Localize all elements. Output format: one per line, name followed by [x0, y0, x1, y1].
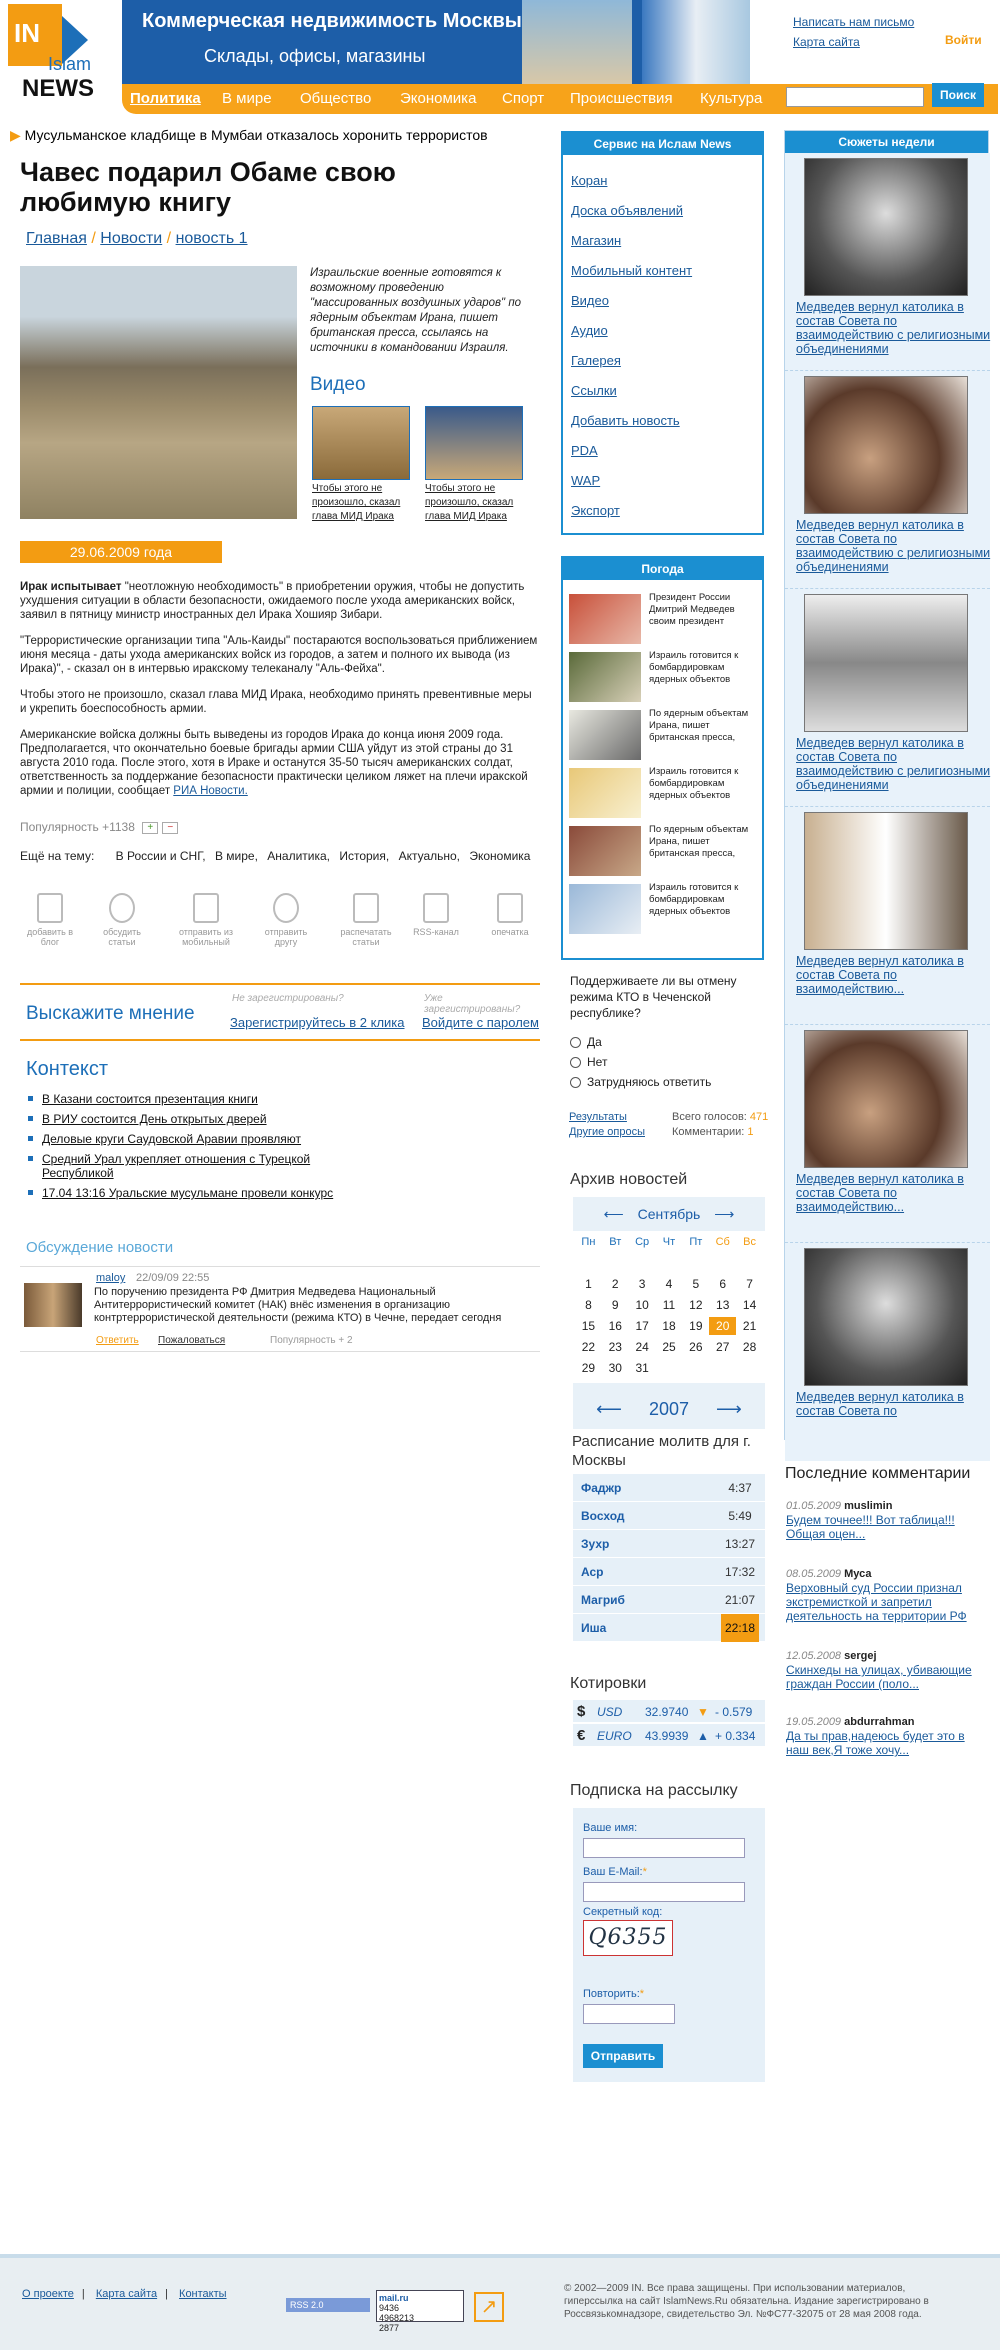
service-link[interactable]: Ссылки — [571, 383, 617, 398]
service-link[interactable]: WAP — [571, 473, 601, 488]
story-item[interactable]: Медведев вернул католика в состав Совета по взаимодействию с религиозными объединениями — [785, 153, 990, 371]
context-list — [28, 1092, 348, 1206]
about-link[interactable]: О проекте — [22, 2288, 74, 2300]
breadcrumb-news[interactable]: Новости — [100, 230, 163, 247]
email-field[interactable] — [583, 1882, 745, 1902]
calendar-day[interactable]: 6 — [719, 1277, 727, 1291]
poll-option-unsure[interactable]: Затрудняюсь ответить — [570, 1075, 711, 1089]
subscribe-button[interactable]: Отправить — [583, 2044, 663, 2068]
quotes-heading: Котировки — [570, 1675, 647, 1692]
poll-stats: Всего голосов: 471 Комментарии: 1 — [672, 1111, 769, 1138]
calendar-day[interactable]: 24 — [635, 1340, 649, 1354]
calendar-day[interactable]: 17 — [635, 1319, 649, 1333]
calendar-day[interactable]: 11 — [662, 1298, 676, 1312]
last-comment: 19.05.2009 abdurrahman Да ты прав,надеюсь будет это в наш век,Я тоже хочу... — [786, 1716, 986, 1757]
calendar-day[interactable]: 9 — [611, 1298, 619, 1312]
discuss-button[interactable]: обсудить статьи — [92, 893, 152, 947]
calendar-day-header: Вт — [609, 1236, 622, 1248]
site-logo[interactable] — [8, 4, 108, 100]
contacts-link[interactable]: Контакты — [179, 2288, 227, 2300]
prev-month-arrow-icon[interactable]: ⟵ — [603, 1206, 624, 1222]
logo-news: NEWS — [22, 75, 94, 100]
dollar-icon: $ — [577, 1703, 586, 1720]
video-caption[interactable]: Чтобы этого не произошло, сказал глава МИД Ирака — [425, 483, 514, 522]
nav-item-politics[interactable]: Политика — [130, 90, 201, 107]
calendar-day[interactable]: 10 — [635, 1298, 649, 1312]
comment-text: По поручению президента РФ Дмитрия Медведева Национальный Антитеррористический комитет (НАК) внёс изменения в организацию контртеррористической деятельности (режима КТО) в Чечне, передает сегодня — [94, 1286, 502, 1324]
calendar-day[interactable]: 14 — [742, 1298, 757, 1312]
context-item[interactable]: 17.04 13:16 Уральские мусульмане провели конкурс — [28, 1186, 348, 1200]
typo-button[interactable]: опечатка — [480, 893, 540, 937]
calendar-day[interactable]: 25 — [662, 1340, 676, 1354]
article-paragraph: Ирак испытывает "неотложную необходимость" в приобретении оружия, чтобы не допустить ухудшения ситуации в области безопасности, ожидаемого после ухода американских войск, заявил в пятницу министр иностранных дел Ирака Хошияр Зибари. — [20, 581, 525, 621]
rss-button[interactable]: RSS-канал — [406, 893, 466, 937]
counter-badge[interactable] — [376, 2290, 464, 2333]
calendar-day[interactable]: 26 — [689, 1340, 703, 1354]
calendar-grid — [573, 1231, 765, 1383]
calendar-day-header: Вс — [743, 1236, 756, 1248]
article-paragraph: Чтобы этого не произошло, сказал глава МИД Ирака, необходимо принять превентивные меры и укрепить боеспособность армии. — [20, 689, 532, 715]
calendar-day[interactable]: 4 — [665, 1277, 673, 1291]
last-comment-link[interactable]: Скинхеды на улицах, убивающие граждан России (поло... — [786, 1663, 972, 1691]
calendar-day[interactable]: 8 — [585, 1298, 592, 1312]
calendar-day[interactable]: 15 — [581, 1319, 596, 1333]
calendar-day — [575, 1254, 602, 1272]
poll-links — [569, 1110, 645, 1140]
comment-author[interactable]: maloy — [96, 1272, 126, 1284]
nav-item-society[interactable]: Общество — [300, 90, 372, 107]
logo-islam: Islam — [48, 54, 92, 74]
ticker-text: Мусульманское кладбище в Мумбаи отказалось хоронить террористов — [24, 127, 488, 143]
weather-item[interactable]: Израиль готовится к бомбардировкам ядерных объектов — [569, 882, 759, 934]
topic-link[interactable]: Аналитика, — [267, 849, 330, 863]
poll-option-yes[interactable]: Да — [570, 1035, 602, 1049]
last-comment: 12.05.2008 sergej Скинхеды на улицах, убивающие граждан России (поло... — [786, 1650, 986, 1691]
prayer-row: Аср 17:32 — [573, 1558, 765, 1586]
popularity: Популярность +1138 + − — [20, 820, 178, 834]
calendar-day[interactable]: 30 — [608, 1361, 622, 1375]
context-item[interactable]: В Казани состоится презентация книги — [28, 1092, 348, 1106]
service-link[interactable]: PDA — [571, 443, 598, 458]
calendar — [573, 1197, 765, 1429]
article-body — [20, 580, 540, 810]
article-paragraph: Американские войска должны быть выведены из городов Ирака до конца июня 2009 года. Предполагается, что окончательно боевые бригады армии США уйдут из этой страны до 31 августа 2010 года. После этого, хотя в Ираке и останутся 35-50 тысяч американских солдат, ответственность за поддержание безопасности практически целиком ляжет на плечи иракской армии и полиции, сообщает РИА Новости. — [20, 729, 528, 797]
up-arrow-icon: ▲ — [697, 1729, 709, 1743]
mail-icon — [273, 893, 299, 923]
calendar-day[interactable]: 20 — [709, 1317, 736, 1335]
video-heading: Видео — [310, 374, 366, 395]
ticker-arrow-icon: ▶ — [10, 127, 21, 143]
last-comment-link[interactable]: Верховный суд России признал экстремисткой и запретил деятельность на территории РФ — [786, 1581, 967, 1623]
search-input[interactable] — [786, 87, 924, 107]
article-photo — [20, 266, 297, 519]
banner-title: Коммерческая недвижимость Москвы — [142, 10, 522, 32]
calendar-day[interactable]: 1 — [585, 1277, 592, 1291]
topic-link[interactable]: В России и СНГ, — [115, 849, 206, 863]
calendar-month — [573, 1197, 765, 1231]
calendar-day[interactable]: 31 — [635, 1361, 649, 1375]
captcha-image: Q6355 — [583, 1920, 673, 1956]
calendar-day-header: Чт — [662, 1236, 676, 1248]
calendar-day — [656, 1254, 683, 1272]
discussion-heading: Обсуждение новости — [26, 1239, 174, 1256]
news-ticker[interactable] — [10, 127, 488, 144]
login-link[interactable]: Войти — [945, 33, 982, 47]
service-panel — [561, 131, 764, 535]
poll-question: Поддерживаете ли вы отмену режима КТО в Чеченской республике? — [570, 974, 737, 1020]
calendar-day[interactable]: 28 — [742, 1340, 757, 1354]
service-link[interactable]: Коран — [571, 173, 608, 188]
print-button[interactable]: распечатать статьи — [336, 893, 396, 947]
banner-image — [522, 0, 632, 84]
calendar-day[interactable]: 13 — [716, 1298, 730, 1312]
banner-image — [642, 0, 750, 84]
prayer-row: Зухр 13:27 — [573, 1530, 765, 1558]
poll-other-link[interactable]: Другие опросы — [569, 1126, 645, 1138]
calendar-day[interactable]: 22 — [581, 1340, 596, 1354]
article-headline: Чавес подарил Обаме свою любимую книгу — [20, 157, 396, 217]
topic-link[interactable]: История, — [339, 849, 390, 863]
rss-icon — [423, 893, 449, 923]
service-link[interactable]: Экспорт — [571, 503, 620, 518]
last-comment-link[interactable]: Будем точнее!!! Вот таблица!!! Общая оцен... — [786, 1513, 955, 1541]
archive-heading: Архив новостей — [570, 1171, 688, 1188]
quote-row: € EURO 43.9939 ▲ + 0.334 — [573, 1724, 765, 1748]
logo-in: IN — [14, 18, 40, 48]
weather-item[interactable]: Израиль готовится к бомбардировкам ядерных объектов — [569, 650, 759, 702]
next-year-arrow-icon[interactable]: ⟶ — [716, 1399, 742, 1419]
calendar-day[interactable]: 2 — [611, 1277, 619, 1291]
topic-link[interactable]: В мире, — [214, 849, 258, 863]
service-heading: Сервис на Ислам News — [563, 133, 762, 155]
video-caption[interactable]: Чтобы этого не произошло, сказал глава МИД Ирака — [312, 483, 401, 522]
search-button[interactable]: Поиск — [932, 83, 984, 107]
calendar-day[interactable]: 5 — [692, 1277, 700, 1291]
context-item[interactable]: Деловые круги Саудовской Аравии проявляют — [28, 1132, 348, 1146]
prayer-row: Иша 22:18 — [573, 1614, 765, 1642]
prayer-row: Фаджр 4:37 — [573, 1474, 765, 1502]
banner-subtitle: Склады, офисы, магазины — [204, 46, 426, 66]
avatar — [24, 1283, 82, 1327]
login-with-password-link[interactable]: Войдите с паролем — [422, 1015, 539, 1030]
weather-item[interactable]: Президент России Дмитрий Медведев своим президент — [569, 592, 759, 644]
service-link[interactable]: Аудио — [571, 323, 608, 338]
month-label: Сентябрь — [637, 1206, 701, 1222]
header-links — [793, 12, 914, 52]
nav-item-incidents[interactable]: Происшествия — [570, 90, 673, 107]
service-link[interactable]: Мобильный контент — [571, 263, 693, 278]
service-link[interactable]: Видео — [571, 293, 609, 308]
counter-value: 9436 — [379, 2303, 400, 2313]
article-date: 29.06.2009 года — [20, 541, 222, 563]
prayer-heading: Расписание молитв для г. Москвы — [572, 1433, 751, 1469]
calendar-day[interactable]: 18 — [662, 1319, 676, 1333]
stories-heading: Сюжеты недели — [785, 131, 988, 153]
last-comment: 01.05.2009 muslimin Будем точнее!!! Вот таблица!!! Общая оцен... — [786, 1500, 986, 1541]
last-comment: 08.05.2009 Муса Верховный суд России признал экстремисткой и запретил деятельность на территории РФ — [786, 1568, 986, 1623]
story-item[interactable]: Медведев вернул католика в состав Совета по — [785, 1243, 990, 1461]
calendar-day-header: Сб — [715, 1236, 730, 1248]
video-thumbnail[interactable] — [425, 406, 523, 480]
article-tools — [20, 893, 540, 953]
plus-icon[interactable]: + — [142, 822, 158, 834]
prayer-table — [573, 1474, 765, 1642]
calendar-day — [629, 1254, 656, 1272]
calendar-year — [573, 1389, 765, 1429]
calendar-day[interactable]: 21 — [742, 1319, 757, 1333]
service-link[interactable]: Галерея — [571, 353, 621, 368]
radio-icon[interactable] — [570, 1037, 581, 1048]
down-arrow-icon: ▼ — [697, 1705, 709, 1719]
footer-sitemap-link[interactable]: Карта сайта — [95, 2288, 158, 2300]
source-link[interactable]: РИА Новости. — [173, 785, 248, 797]
calendar-day — [709, 1254, 736, 1272]
quote-row: $ USD 32.9740 ▼ - 0.579 — [573, 1700, 765, 1724]
calendar-day-header: Ср — [635, 1236, 650, 1248]
last-comments-heading: Последние комментарии — [785, 1465, 971, 1482]
service-link[interactable]: Добавить новость — [571, 413, 680, 428]
calendar-day[interactable]: 12 — [689, 1298, 703, 1312]
service-link[interactable]: Магазин — [571, 233, 622, 248]
rss-badge[interactable]: RSS 2.0 — [286, 2298, 370, 2312]
context-heading: Контекст — [26, 1058, 109, 1080]
subscribe-heading: Подписка на рассылку — [570, 1782, 738, 1799]
write-us-link[interactable]: Написать нам письмо — [793, 15, 915, 29]
calendar-day[interactable]: 7 — [746, 1277, 753, 1291]
subscribe-form: Ваше имя: Ваш E-Mail:* Секретный код: Q6355 Повторить:* Отправить — [573, 1808, 765, 2082]
video-thumbnail[interactable] — [312, 406, 410, 480]
copyright: © 2002—2009 IN. Все права защищены. При использовании материалов, гиперссылка на сайт IslamNews.Ru обязательна. Издание зарегистрировано в Россвязькомнадзоре, свидетельство Эл. №ФС77-32075 от 28 мая 2008 года. — [564, 2283, 929, 2320]
counter-value: 4968213 — [379, 2313, 415, 2323]
euro-icon: € — [577, 1727, 586, 1744]
arrow-up-icon[interactable]: ↗ — [474, 2292, 504, 2322]
story-item[interactable]: Медведев вернул католика в состав Совета по взаимодействию... — [785, 1025, 990, 1243]
radio-icon[interactable] — [570, 1057, 581, 1068]
prayer-row: Восход 5:49 — [573, 1502, 765, 1530]
calendar-day[interactable]: 3 — [638, 1277, 646, 1291]
document-icon — [193, 893, 219, 923]
calendar-day — [602, 1254, 629, 1272]
minus-icon[interactable]: − — [162, 822, 178, 834]
opinion-heading: Выскажите мнение — [26, 1003, 195, 1024]
nav-item-world[interactable]: В мире — [222, 90, 272, 107]
complain-link[interactable]: Пожаловаться — [158, 1335, 226, 1346]
captcha-field[interactable] — [583, 2004, 675, 2024]
next-month-arrow-icon[interactable]: ⟶ — [714, 1206, 735, 1222]
calendar-day[interactable]: 23 — [608, 1340, 622, 1354]
calendar-day — [682, 1254, 709, 1272]
opinion-block: Выскажите мнение Не зарегистрированы? Уже зарегистрированы? Зарегистрируйтесь в 2 клика Войдите с паролем — [20, 983, 540, 1041]
calendar-day-header: Пн — [581, 1236, 596, 1248]
people-icon — [109, 893, 135, 923]
breadcrumb-home[interactable]: Главная — [26, 230, 87, 247]
story-item[interactable]: Медведев вернул католика в состав Совета по взаимодействию с религиозными объединениями — [785, 589, 990, 807]
breadcrumb: Главная / Новости / новость 1 — [26, 230, 248, 247]
calendar-day[interactable]: 19 — [689, 1319, 703, 1333]
register-link[interactable]: Зарегистрируйтесь в 2 клика — [230, 1015, 405, 1030]
sitemap-link[interactable]: Карта сайта — [793, 35, 860, 49]
quotes-table — [573, 1700, 765, 1748]
weather-item[interactable]: По ядерным объектам Ирана, пишет британская пресса, — [569, 708, 759, 760]
weather-panel — [561, 556, 764, 960]
topic-link[interactable]: Актуально, — [398, 849, 461, 863]
add-to-blog-button[interactable]: добавить в блог — [20, 893, 80, 947]
photo-caption: Израильские военные готовятся к возможному проведению "массированных воздушных ударов" по ядерным объектам Ирана, пишет британская пресса, ссылаясь на источники в командовании Израиля. — [310, 267, 522, 354]
reply-link[interactable]: Ответить — [96, 1335, 139, 1346]
prayer-row: Магриб 21:07 — [573, 1586, 765, 1614]
radio-icon[interactable] — [570, 1077, 581, 1088]
calendar-day — [736, 1254, 763, 1272]
nav-item-culture[interactable]: Культура — [700, 90, 763, 107]
calendar-day[interactable]: 27 — [716, 1340, 730, 1354]
counter-value: 2877 — [379, 2323, 400, 2333]
calendar-day-header: Пт — [689, 1236, 703, 1248]
topic-link[interactable]: Экономика — [469, 849, 531, 863]
year-label: 2007 — [648, 1399, 690, 1419]
article-paragraph: "Террористические организации типа "Аль-Каиды" постараются воспользоваться приближением июня месяца - даты ухода американских войск из городов, а затем и полного их вывода (из Ирака)", - сказал он в интервью иракскому телеканалу "Аль-Фейха". — [20, 635, 538, 675]
send-mobile-button[interactable]: отправить из мобильный — [176, 893, 236, 947]
weather-item[interactable]: По ядерным объектам Ирана, пишет британская пресса, — [569, 824, 759, 876]
calendar-day[interactable]: 16 — [608, 1319, 622, 1333]
ad-banner[interactable] — [122, 0, 750, 84]
footer — [0, 2254, 1000, 2350]
nav-item-sport[interactable]: Спорт — [502, 90, 545, 107]
context-item[interactable]: Средний Урал укрепляет отношения с Турецкой Республикой — [28, 1152, 348, 1180]
counter-brand: mail.ru — [379, 2293, 409, 2303]
breadcrumb-current[interactable]: новость 1 — [175, 230, 248, 247]
context-item[interactable]: В РИУ состоится День открытых дверей — [28, 1112, 348, 1126]
comment-date: 22/09/09 22:55 — [136, 1272, 210, 1284]
nav-item-economy[interactable]: Экономика — [400, 90, 477, 107]
story-item[interactable]: Медведев вернул католика в состав Совета по взаимодействию... — [785, 807, 990, 1025]
service-link[interactable]: Доска объявлений — [571, 203, 684, 218]
name-field[interactable] — [583, 1838, 745, 1858]
calendar-day[interactable]: 29 — [581, 1361, 596, 1375]
typo-icon — [497, 893, 523, 923]
poll-option-no[interactable]: Нет — [570, 1055, 607, 1069]
related-topics: Ещё на тему: В России и СНГ, В мире, Аналитика, История, Актуально, Экономика — [20, 849, 531, 863]
printer-icon — [353, 893, 379, 923]
story-item[interactable]: Медведев вернул католика в состав Совета по взаимодействию с религиозными объединениями — [785, 371, 990, 589]
stories-panel — [784, 130, 989, 1440]
comment-popularity: Популярность + 2 — [270, 1335, 353, 1346]
weather-heading: Погода — [563, 558, 762, 580]
comment — [20, 1266, 540, 1352]
footer-links: О проекте | Карта сайта | Контакты — [22, 2288, 227, 2300]
last-comment-link[interactable]: Да ты прав,надеюсь будет это в наш век,Я тоже хочу... — [786, 1729, 965, 1757]
blog-icon — [37, 893, 63, 923]
prev-year-arrow-icon[interactable]: ⟵ — [596, 1399, 622, 1419]
poll-results-link[interactable]: Результаты — [569, 1111, 627, 1123]
weather-item[interactable]: Израиль готовится к бомбардировкам ядерных объектов — [569, 766, 759, 818]
send-friend-button[interactable]: отправить другу — [256, 893, 316, 947]
